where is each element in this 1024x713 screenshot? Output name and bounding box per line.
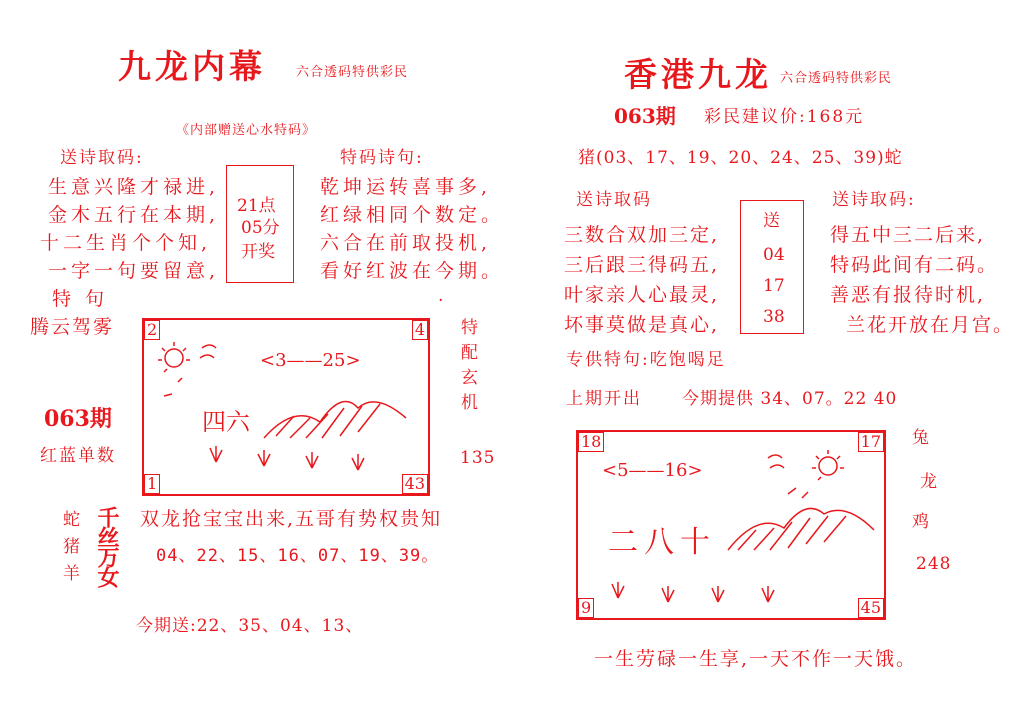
right-provide: 今期提供 34、07。22 40	[682, 389, 898, 409]
grass-icon	[210, 446, 364, 470]
right-send-poem-label-left: 送诗取码	[576, 190, 652, 210]
sun-icon	[812, 450, 844, 480]
left-special-text: 腾云驾雾	[30, 316, 115, 338]
send-box-num-1: 04	[763, 245, 785, 265]
left-issue-note: 红蓝单数	[40, 446, 116, 466]
left-side-right-num: 135	[460, 448, 496, 468]
cloud-icon	[768, 455, 808, 498]
left-side-right: 特配玄机	[457, 318, 477, 418]
left-pic-text: 四六	[202, 408, 250, 436]
right-poem-left-3: 叶家亲人心最灵,	[564, 284, 720, 306]
right-send-box	[740, 200, 804, 334]
left-tema-line-3: 六合在前取投机,	[320, 232, 492, 254]
right-pic-drawing	[578, 432, 884, 618]
left-pic-corner-bl: 1	[144, 474, 160, 494]
mountain-icon	[264, 402, 406, 438]
left-pic-corner-tr: 4	[412, 320, 428, 340]
left-picture-frame	[142, 318, 430, 496]
right-poem-left-2: 三后跟三得码五,	[564, 254, 720, 276]
grass-icon	[612, 582, 774, 602]
right-poem-right-4: 兰花开放在月宫。	[846, 314, 1015, 336]
right-picture-frame	[576, 430, 886, 620]
left-send-today: 今期送:22、35、04、13、	[136, 616, 364, 636]
left-pic-drawing	[144, 320, 428, 494]
left-special-label: 特 句	[52, 288, 109, 310]
right-pic-corner-bl: 9	[578, 598, 594, 618]
right-pic-corner-tl: 18	[578, 432, 604, 452]
right-price: 彩民建议价:168元	[704, 107, 865, 127]
left-poem-line-3: 十二生肖个个知,	[40, 232, 212, 254]
right-poem-right-2: 特码此间有二码。	[830, 254, 999, 276]
send-box-num-3: 38	[763, 307, 785, 327]
time-box-line-3: 开奖	[241, 242, 275, 262]
right-special: 专供特句:吃饱喝足	[566, 350, 726, 370]
left-poem-line-1: 生意兴隆才禄进,	[48, 176, 220, 198]
right-side-zodiac-1: 兔	[912, 428, 931, 448]
right-poem-left-4: 坏事莫做是真心,	[564, 314, 720, 336]
left-tema-line-1: 乾坤运转喜事多,	[320, 176, 492, 198]
right-poem-left-1: 三数合双加三定,	[564, 224, 720, 246]
left-poem-line-4: 一字一句要留意,	[48, 260, 220, 282]
right-title: 香港九龙	[624, 55, 772, 94]
left-time-box	[226, 165, 294, 283]
left-poem-line-2: 金木五行在本期,	[48, 204, 220, 226]
right-pig-line: 猪(03、17、19、20、24、25、39)蛇	[578, 148, 903, 168]
left-dot: .	[438, 286, 446, 306]
left-zodiac-list: 蛇猪羊	[59, 510, 79, 591]
time-box-line-1: 21点	[237, 196, 276, 216]
right-last-issue: 上期开出	[566, 389, 642, 409]
sun-icon	[158, 342, 190, 372]
right-issue: 063期	[614, 104, 676, 128]
left-pic-corner-tl: 2	[144, 320, 160, 340]
send-box-num-2: 17	[763, 276, 785, 296]
right-side-zodiac-2: 龙	[920, 472, 939, 492]
right-pic-corner-tr: 17	[858, 432, 884, 452]
left-brush-text: 千丝万女	[94, 506, 120, 586]
left-tema-line-4: 看好红波在今期。	[320, 260, 505, 282]
left-subtitle: 六合透码特供彩民	[296, 65, 409, 80]
left-pic-corner-br: 43	[402, 474, 428, 494]
right-poem-right-3: 善恶有报待时机,	[830, 284, 986, 306]
right-side-zodiac-3: 鸡	[912, 512, 931, 532]
right-pic-corner-br: 45	[858, 598, 884, 618]
right-send-poem-label-right: 送诗取码:	[832, 190, 916, 210]
left-send-poem-label: 送诗取码:	[60, 148, 144, 168]
time-box-line-2: 05分	[241, 218, 280, 238]
right-pic-range: <5——16>	[602, 460, 703, 481]
mountain-icon	[728, 508, 874, 550]
left-title: 九龙内幕	[118, 47, 266, 86]
left-tema-line-2: 红绿相同个数定。	[320, 204, 505, 226]
left-numbers: 04、22、15、16、07、19、39。	[156, 546, 440, 566]
left-issue: 063期	[44, 406, 112, 432]
send-box-label: 送	[763, 211, 782, 231]
left-motto: 《内部赠送心水特码》	[176, 123, 317, 138]
right-subtitle: 六合透码特供彩民	[780, 71, 893, 86]
cloud-icon	[164, 345, 216, 396]
right-poem-right-1: 得五中三二后来,	[830, 224, 986, 246]
right-pic-text: 二八十	[608, 525, 716, 560]
right-side-num: 248	[916, 554, 952, 574]
right-footer: 一生劳碌一生享,一天不作一天饿。	[594, 648, 918, 670]
left-sentence: 双龙抢宝宝出来,五哥有势权贵知	[140, 508, 443, 530]
left-pic-range: <3——25>	[260, 350, 361, 371]
left-tema-poem-label: 特码诗句:	[340, 148, 424, 168]
